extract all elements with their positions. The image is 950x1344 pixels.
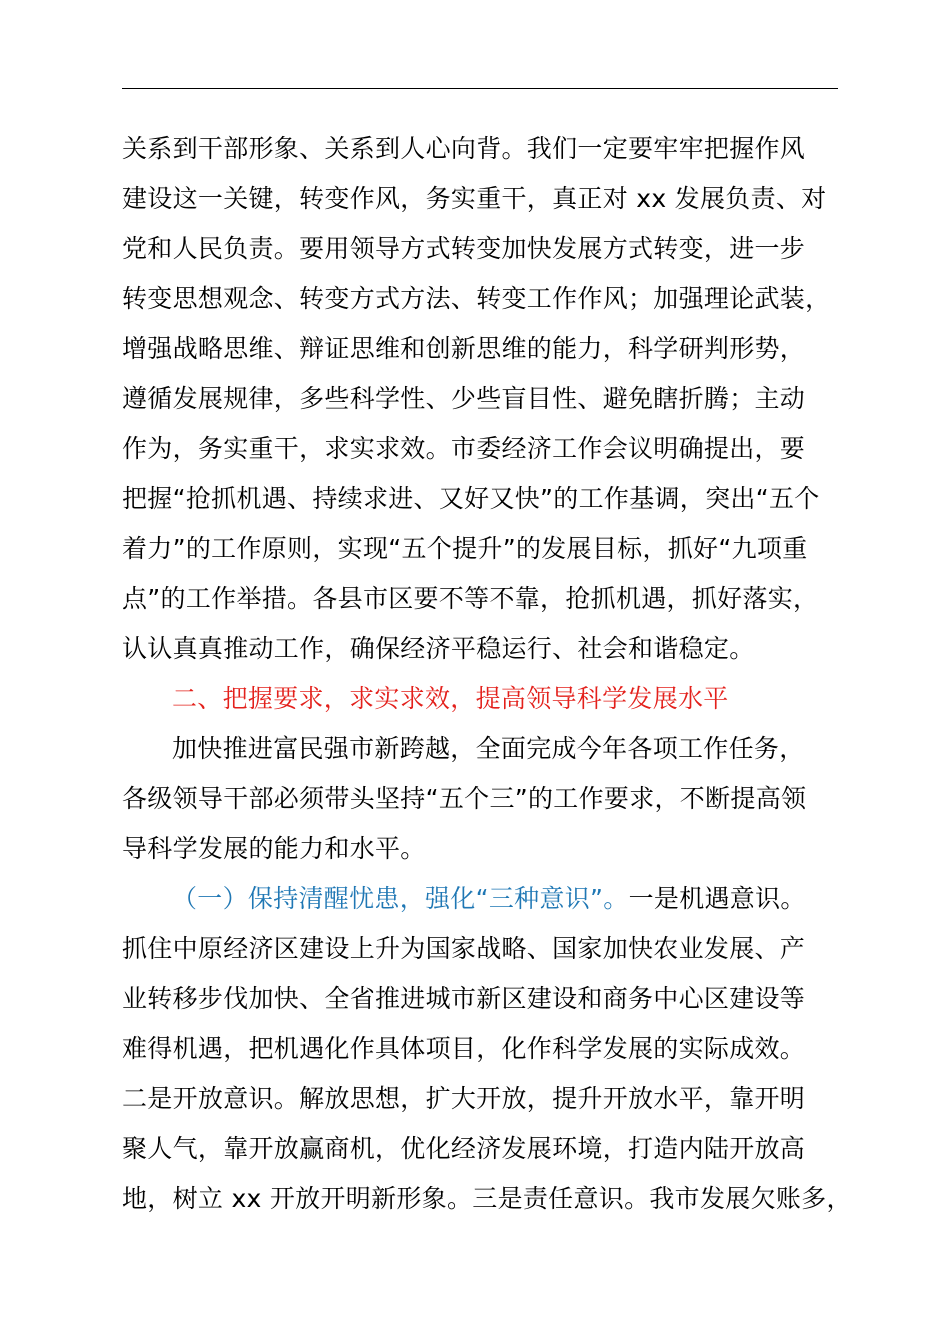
- body-line: 着力”的工作原则，实现“五个提升”的发展目标，抓好“九项重: [122, 534, 808, 563]
- body-line: 地，树立 xx 开放开明新形象。三是责任意识。我市发展欠账多，: [122, 1184, 852, 1213]
- body-line: 党和人民负责。要用领导方式转变加快发展方式转变，进一步: [122, 234, 806, 263]
- body-line: 认认真真推动工作，确保经济平稳运行、社会和谐稳定。: [122, 634, 755, 663]
- body-line: 二是开放意识。解放思想，扩大开放，提升开放水平，靠开明: [122, 1084, 806, 1113]
- body-line: 点”的工作举措。各县市区要不等不靠，抢抓机遇，抓好落实，: [122, 584, 819, 613]
- body-line: 关系到干部形象、关系到人心向背。我们一定要牢牢把握作风: [122, 134, 806, 163]
- body-line: 作为，务实重干，求实求效。市委经济工作会议明确提出，要: [122, 434, 806, 463]
- body-line: 导科学发展的能力和水平。: [122, 834, 426, 863]
- body-line: 抓住中原经济区建设上升为国家战略、国家加快农业发展、产: [122, 934, 806, 963]
- subsection-line: [172, 881, 912, 917]
- body-line: 加快推进富民强市新跨越，全面完成今年各项工作任务，: [172, 734, 805, 763]
- body-line: 把握“抢抓机遇、持续求进、又好又快”的工作基调，突出“五个: [122, 484, 820, 513]
- header-rule: [122, 88, 838, 89]
- section-heading: 二、把握要求，求实求效，提高领导科学发展水平: [172, 684, 729, 713]
- body-line: 建设这一关键，转变作风，务实重干，真正对 xx 发展负责、对: [122, 184, 827, 213]
- body-line: 难得机遇，把机遇化作具体项目，化作科学发展的实际成效。: [122, 1034, 806, 1063]
- body-line: 转变思想观念、转变方式方法、转变工作作风；加强理论武装，: [122, 284, 831, 313]
- body-line: 增强战略思维、辩证思维和创新思维的能力，科学研判形势，: [122, 334, 806, 363]
- body-line: 聚人气，靠开放赢商机，优化经济发展环境，打造内陆开放高: [122, 1134, 806, 1163]
- subsection-text: 一是机遇意识。: [628, 884, 806, 913]
- body-line: 遵循发展规律，多些科学性、少些盲目性、避免瞎折腾；主动: [122, 384, 806, 413]
- subsection-title: （一）保持清醒忧患，强化“三种意识”。: [172, 884, 629, 913]
- body-line: 各级领导干部必须带头坚持“五个三”的工作要求，不断提高领: [122, 784, 807, 813]
- body-line: 业转移步伐加快、全省推进城市新区建设和商务中心区建设等: [122, 984, 806, 1013]
